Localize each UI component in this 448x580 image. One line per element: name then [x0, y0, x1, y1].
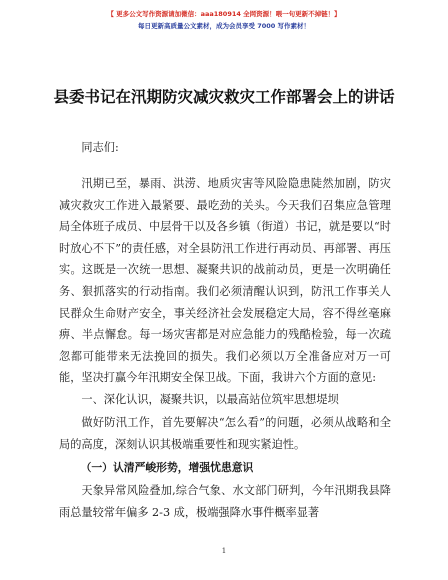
paragraph-intro: 汛期已至，暴雨、洪涝、地质灾害等风险隐患陡然加剧，防灾减灾救灾工作进入最紧要、最吃劲的关头。今天我们召集应急管理局全体班子成员、中层骨干以及各乡镇（街道）书记，就是要以“时时放心不下”的责任感，对全县防汛工作进行再动员、再部署、再压实。这既是一次统一思想、凝聚共识的战前动员，更是一次明确任务、狠抓落实的行动指南。我们必须清醒认识到，防汛工作事关人民群众生命财产安全，事关经济社会发展稳定大局，容不得丝毫麻痹、半点懈怠。每一场灾害都是对应急能力的残酷检验，每一次疏忽都可能带来无法挽回的损失。我们必须以万全准备应对万一可能，坚决打赢今年汛期安全保卫战。下面，我讲六个方面的意见:	[59, 177, 391, 385]
subsection-heading-1: （一）认清严峻形势，增强忧患意识	[80, 461, 254, 474]
document-title: 县委书记在汛期防灾减灾救灾工作部署会上的讲话	[53, 88, 395, 106]
greeting: 同志们:	[81, 141, 119, 154]
promo-banner-line-2: 每日更新高质量公文素材，成为会员享受 7000 写作素材！	[137, 22, 311, 30]
paragraph-understanding: 做好防汛工作，首先要解决“怎么看”的问题，必须从战略和全局的高度，深刻认识其极端重要性和现实紧迫性。	[59, 416, 391, 451]
promo-banner-line-1: 【 更多公文写作资源请加微信：aaa180914 全网资源！喂一句更新不掉链！】	[107, 10, 341, 18]
page-number: 1	[221, 547, 227, 555]
section-heading-1: 一、深化认识，凝聚共识，以最高站位筑牢思想堤坝	[81, 393, 339, 406]
paragraph-situation: 天象异常风险叠加,综合气象、水文部门研判，今年汛期我县降雨总量较常年偏多 2-3 成，极端强降水事件概率显著	[59, 484, 391, 519]
